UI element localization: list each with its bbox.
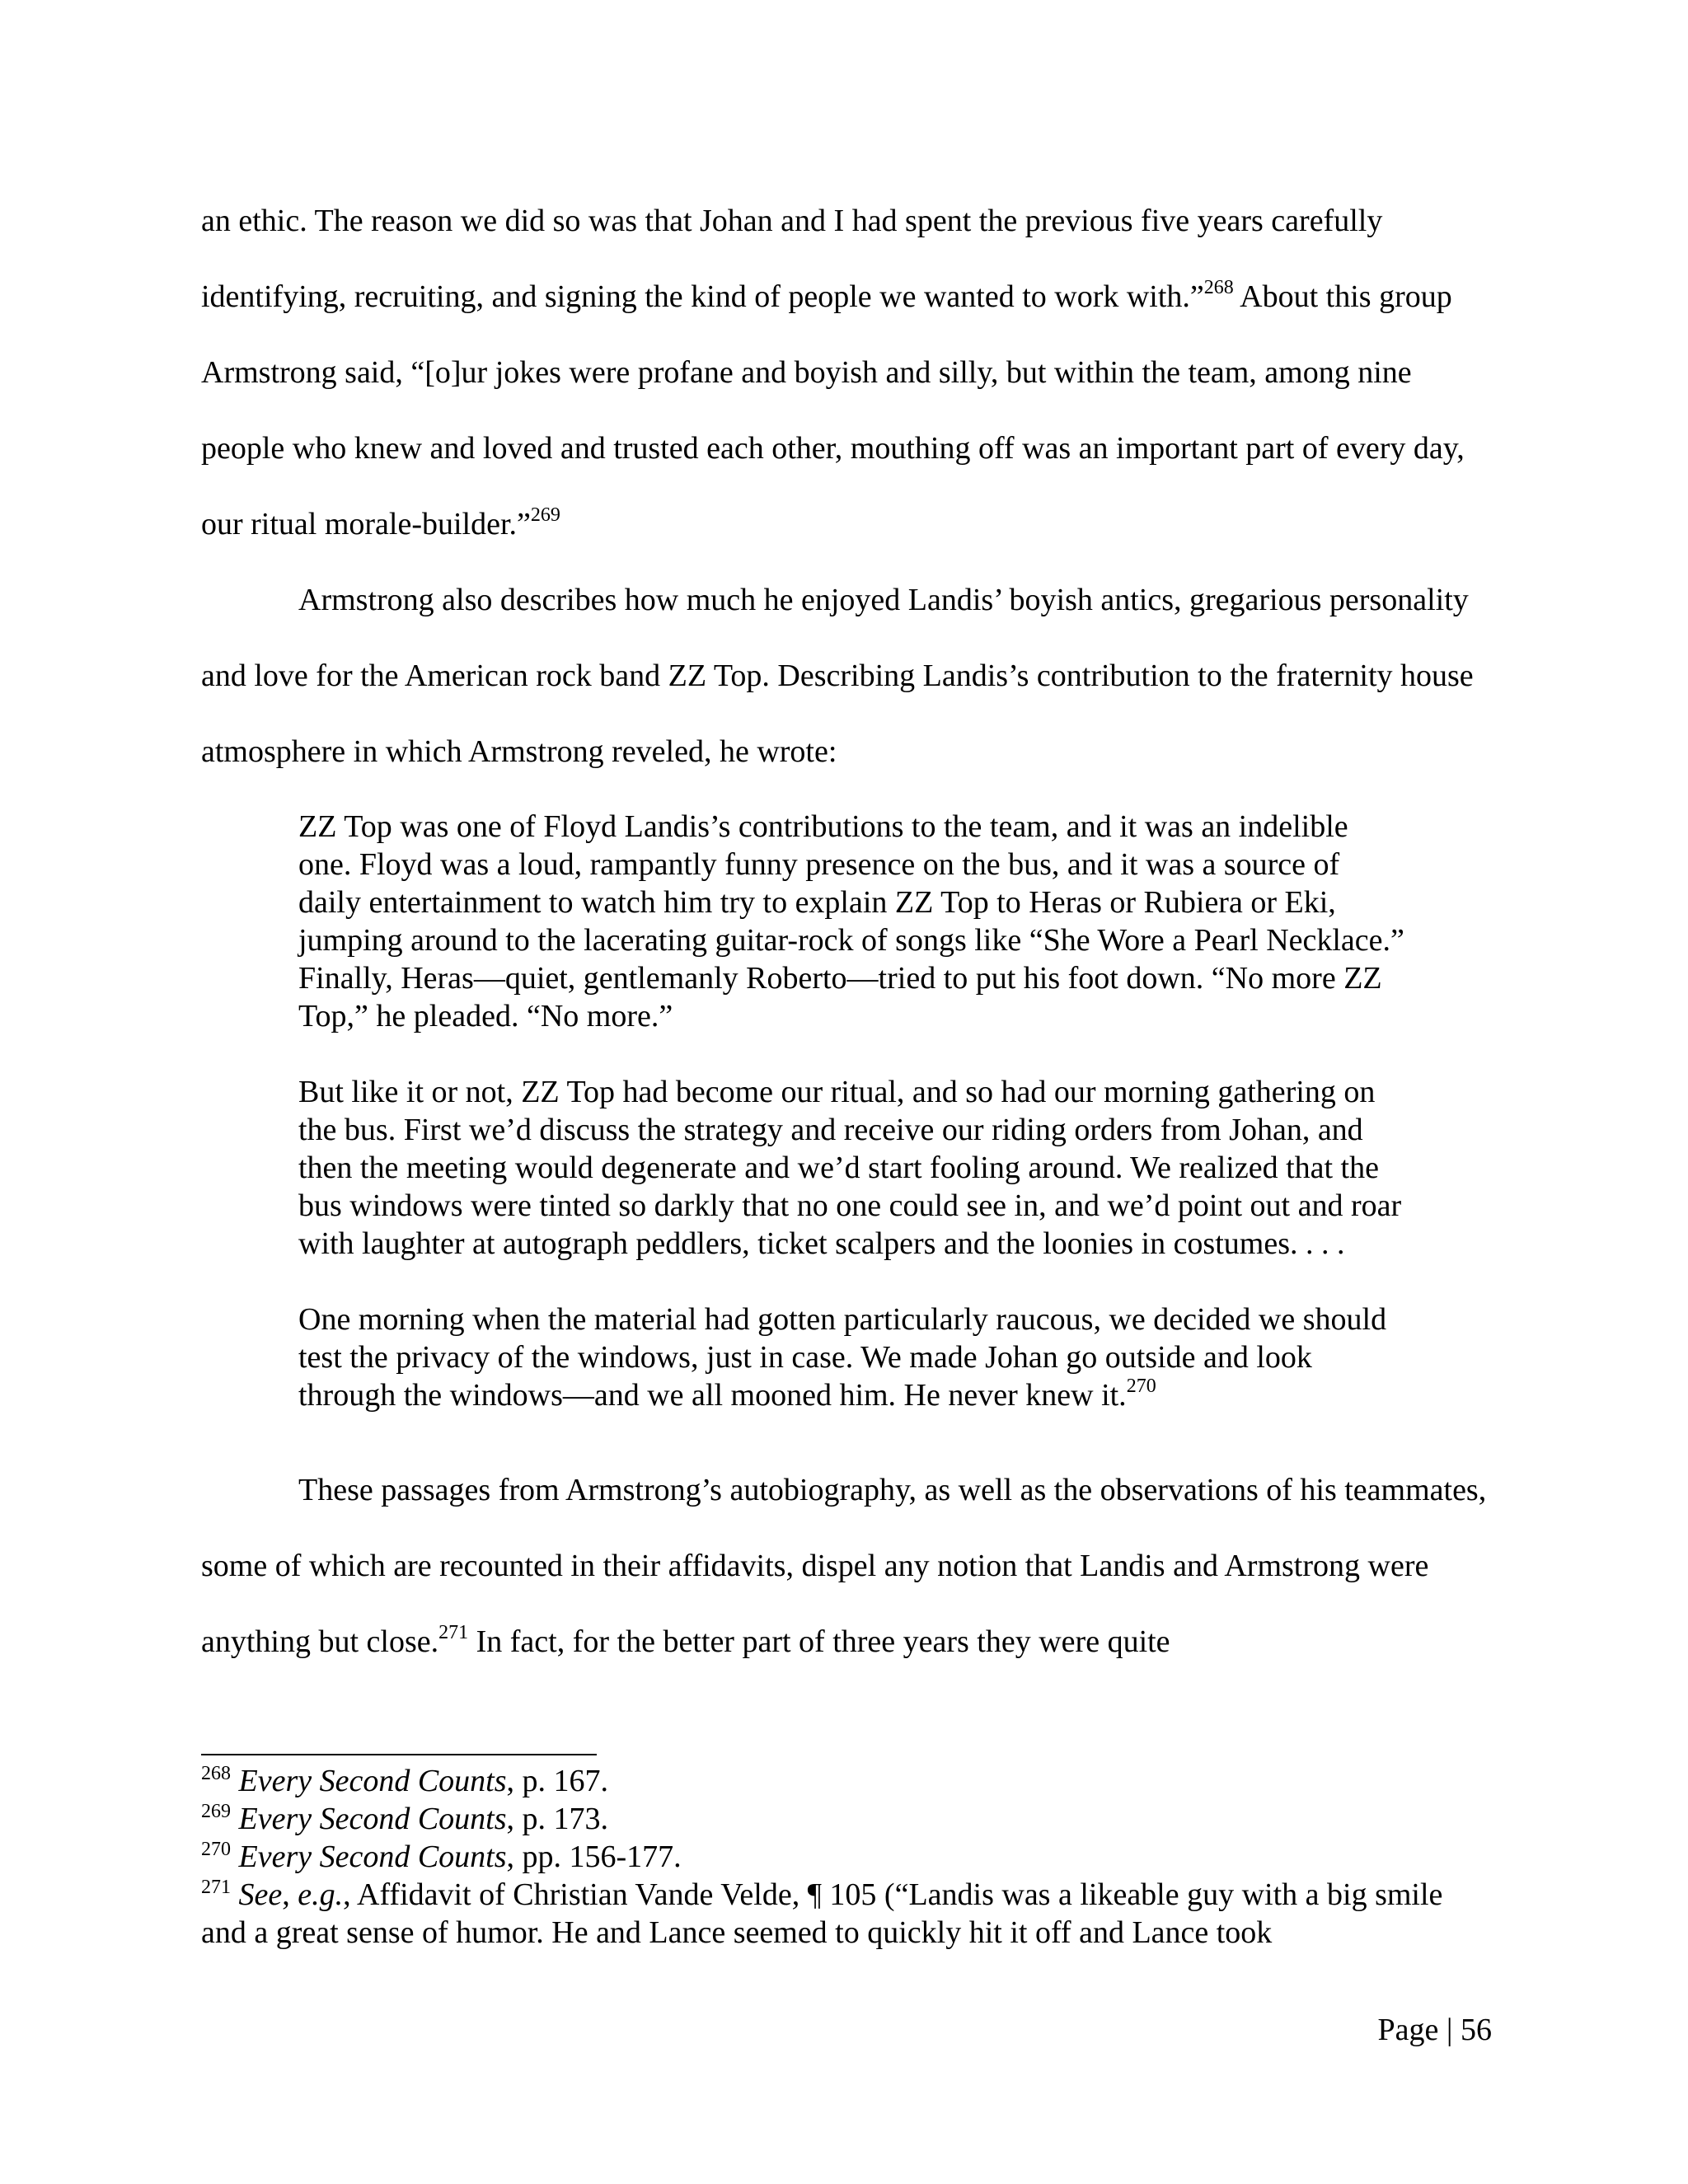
page-number: Page | 56 (1377, 2013, 1492, 2047)
footnote-ref-270: 270 (1126, 1376, 1156, 1397)
body-paragraph-3: These passages from Armstrong’s autobiography, as well as the observations of his teammates, some of which are recounted in their affidavits, dispel any notion that Landis and Armstrong were anything but close.$^{271}$ In fact, for the better part of three years they were quite (201, 1473, 1487, 1659)
block-quote-paragraph-1: ZZ Top was one of Floyd Landis’s contributions to the team, and it was an indelible one. Floyd was a loud, rampantly funny presence on the bus, and it was a source of daily entertainment to watch him try to explain ZZ Top to Heras or Rubiera or Eki, jumping around to the lacerating guitar-rock of songs like “She Wore a Pearl Necklace.” Finally, Heras—quiet, gentlemanly Roberto—tried to put his foot down. “No more ZZ Top,” he pleaded. “No more.” (298, 809, 1404, 1033)
block-quote (298, 808, 1408, 1452)
footnote-separator (201, 1754, 597, 1755)
footnote-268: $^{268}$ Every Second Counts, p. 167. (201, 1763, 609, 1798)
body-text-bottom (201, 1452, 1487, 1680)
footnote-271: $^{271}$ See, e.g., Affidavit of Christian Vande Velde, ¶ 105 (“Landis was a likeable guy with a big smile and a great sense of humor. He and Lance seemed to quickly hit it off and Lance took (201, 1877, 1443, 1950)
body-paragraph-1: an ethic. The reason we did so was that Johan and I had spent the previous five years carefully identifying, recruiting, and signing the kind of people we wanted to work with.”$^{268}$ About this group Armstrong said, “[o]ur jokes were profane and boyish and silly, but within the team, among nine people who knew and loved and trusted each other, mouthing off was an important part of every day, our ritual morale-builder.”$^{269}$ (201, 204, 1465, 541)
block-quote-paragraph-3: One morning when the material had gotten particularly raucous, we decided we should test the privacy of the windows, just in case. We made Johan go outside and look through the windows—and we all mooned him. He never knew it.$^{270}$ (298, 1302, 1387, 1413)
footnote-ref-268: 268 (1203, 277, 1234, 298)
footnote-ref-269: 269 (530, 504, 560, 526)
footnotes (201, 1762, 1487, 1952)
body-paragraph-2: Armstrong also describes how much he enjoyed Landis’ boyish antics, gregarious personality and love for the American rock band ZZ Top. Describing Landis’s contribution to the fraternity house atmosphere in which Armstrong reveled, he wrote: (201, 583, 1474, 769)
footnote-270: $^{270}$ Every Second Counts, pp. 156-177. (201, 1839, 682, 1874)
footnote-269: $^{269}$ Every Second Counts, p. 173. (201, 1801, 609, 1836)
footnote-ref-271: 271 (438, 1622, 469, 1643)
block-quote-paragraph-2: But like it or not, ZZ Top had become our ritual, and so had our morning gathering on the bus. First we’d discuss the strategy and receive our riding orders from Johan, and then the meeting would degenerate and we’d start fooling around. We realized that the bus windows were tinted so darkly that no one could see in, and we’d point out and roar with laughter at autograph peddlers, ticket scalpers and the loonies in costumes. . . . (298, 1075, 1402, 1261)
body-text-top (201, 183, 1487, 790)
